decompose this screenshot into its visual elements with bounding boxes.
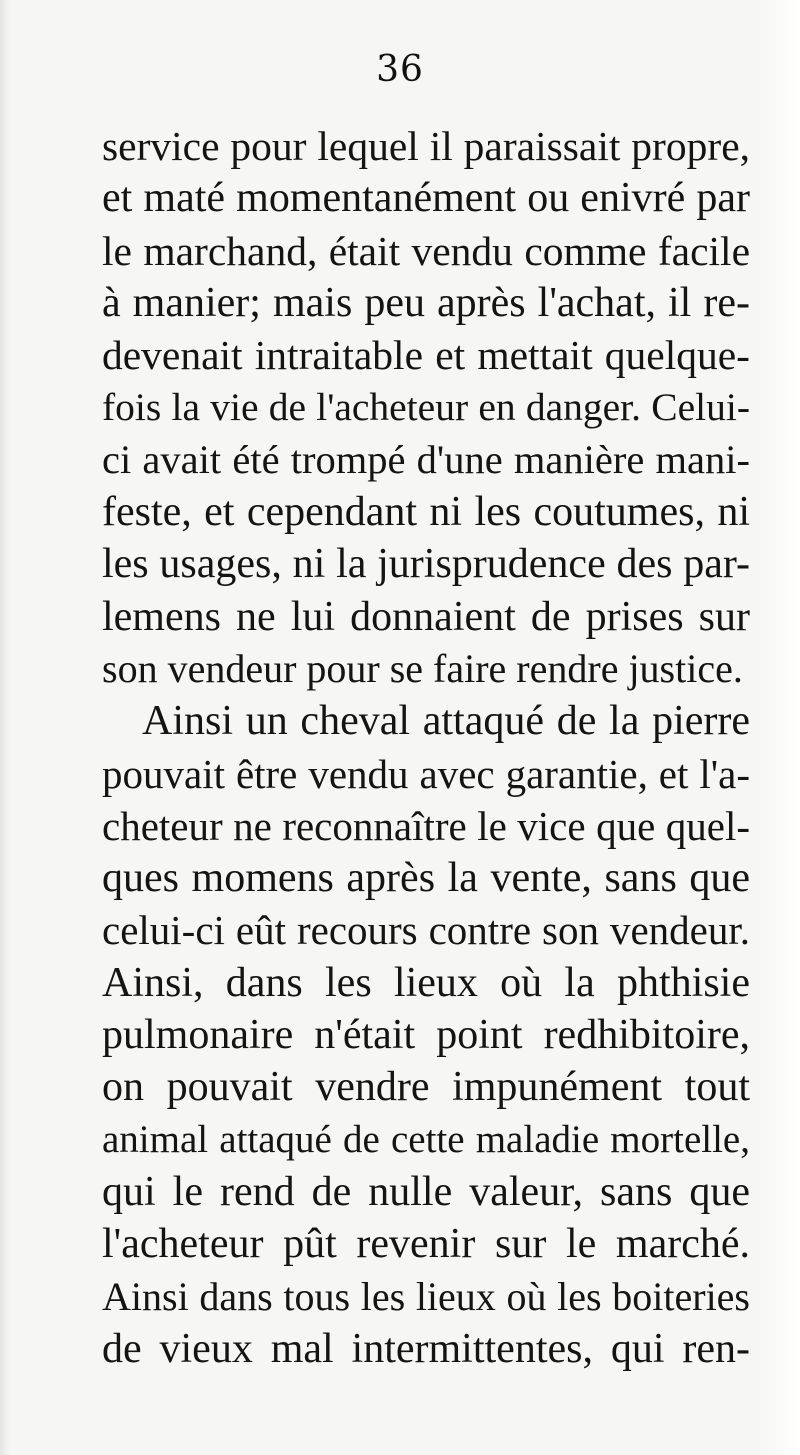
text-line: Ainsi dans tous les lieux où les boiteries [102,1273,750,1319]
text-line: lemens ne lui donnaient de prises sur [102,593,750,640]
text-line: de vieux mal intermittentes, qui ren- [102,1325,750,1372]
text-line: à manier; mais peu après l'achat, il re- [102,279,750,326]
text-line: ques momens après la vente, sans que [102,855,750,902]
text-line: Ainsi, dans les lieux où la phthisie [102,959,750,1006]
page-gutter-shadow [0,0,10,1455]
text-line: service pour lequel il paraissait propre, [102,123,750,169]
text-line: le marchand, était vendu comme facile [102,227,750,274]
text-line: pouvait être vendu avec garantie, et l'a- [102,750,750,797]
body-text [102,120,750,1375]
text-line: animal attaqué de cette maladie mortelle, [102,1117,750,1161]
paragraph-start-line: Ainsi un cheval attaqué de la pierre [142,698,750,745]
text-line: ci avait été trompé d'une manière mani- [102,436,750,482]
text-line: l'acheteur pût revenir sur le marché. [102,1221,750,1268]
text-line: fois la vie de l'acheteur en danger. Celui- [102,385,750,430]
text-line: pulmonaire n'était point redhibitoire, [102,1012,750,1059]
page-edge [760,0,800,1455]
page-number: 36 [376,49,424,90]
text-line: devenait intraitable et mettait quelque- [102,332,750,379]
text-line: celui-ci eût recours contre son vendeur. [102,907,750,954]
text-line: qui le rend de nulle valeur, sans que [102,1168,750,1215]
text-line: les usages, ni la jurisprudence des par- [102,541,750,588]
text-line: cheteur ne reconnaître le vice que quel- [102,802,750,849]
text-line: feste, et cependant ni les coutumes, ni [102,489,750,536]
text-line: et maté momentanément ou enivré par [102,175,750,222]
text-line: son vendeur pour se faire rendre justice. [102,645,743,691]
text-line: on pouvait vendre impunément tout [102,1064,750,1111]
